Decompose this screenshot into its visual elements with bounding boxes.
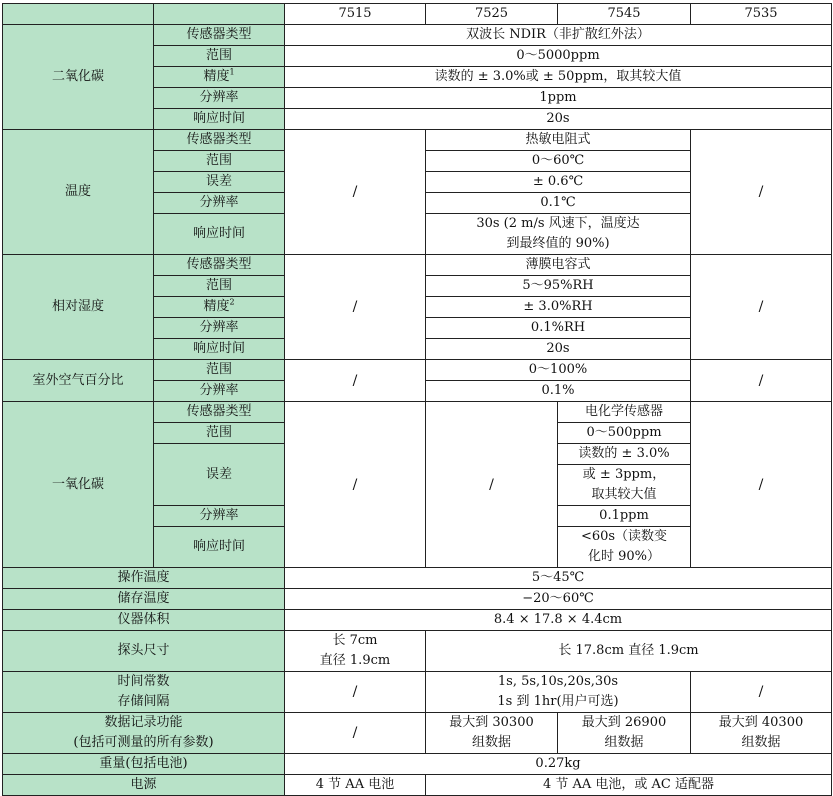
table-row	[3, 130, 832, 151]
label-line: 时间常数	[117, 674, 170, 689]
table-row	[3, 754, 832, 775]
param-label: 传感器类型	[154, 255, 285, 276]
logging-7545-value	[558, 713, 691, 754]
na-cell: /	[285, 255, 426, 360]
operating-temp-label: 操作温度	[3, 568, 285, 589]
param-label: 范围	[154, 423, 285, 444]
na-cell: /	[426, 402, 558, 568]
param-label-text: 精度	[203, 69, 230, 84]
probe-size-others-value: 长 17.8cm 直径 1.9cm	[426, 631, 832, 672]
param-label: 响应时间	[154, 109, 285, 130]
table-row	[3, 25, 832, 46]
header-blank-2	[154, 4, 285, 25]
value-line: 最大到 26900	[581, 715, 667, 730]
co2-range-value: 0～5000ppm	[285, 46, 832, 67]
value-line: 组数据	[741, 735, 781, 750]
storage-temp-value: −20～60℃	[285, 589, 832, 610]
table-row	[3, 255, 832, 276]
power-7515-value: 4 节 AA 电池	[285, 775, 426, 796]
param-label: 范围	[154, 46, 285, 67]
footnote-mark: 2	[229, 297, 235, 307]
logging-7535-value	[691, 713, 832, 754]
value-line: 最大到 30300	[449, 715, 534, 730]
param-label: 范围	[154, 276, 285, 297]
co-error-value-cont	[558, 465, 691, 506]
co2-section-label: 二氧化碳	[3, 25, 154, 130]
value-line: 组数据	[604, 735, 644, 750]
storage-temp-label: 储存温度	[3, 589, 285, 610]
na-cell: /	[285, 360, 426, 402]
table-row	[3, 631, 832, 672]
table-row	[3, 672, 832, 713]
data-logging-label	[3, 713, 285, 754]
na-cell: /	[285, 672, 426, 713]
param-label: 误差	[154, 444, 285, 506]
na-cell: /	[691, 360, 832, 402]
value-line: 长 7cm	[332, 633, 378, 648]
table-row	[3, 402, 832, 423]
value-line: 直径 1.9cm	[319, 653, 391, 668]
rh-sensor-type-value: 薄膜电容式	[426, 255, 691, 276]
value-line: 1s, 5s,10s,20s,30s	[497, 674, 619, 689]
oa-range-value: 0～100%	[426, 360, 691, 381]
na-cell: /	[691, 402, 832, 568]
value-line: 组数据	[471, 735, 511, 750]
rh-resolution-value: 0.1%RH	[426, 318, 691, 339]
param-label: 传感器类型	[154, 130, 285, 151]
co2-resolution-value: 1ppm	[285, 88, 832, 109]
na-cell: /	[691, 130, 832, 255]
co-range-value: 0～500ppm	[558, 423, 691, 444]
temp-range-value: 0～60℃	[426, 151, 691, 172]
outdoor-air-section-label: 室外空气百分比	[3, 360, 154, 402]
param-label: 分辨率	[154, 88, 285, 109]
operating-temp-value: 5～45℃	[285, 568, 832, 589]
table-row	[3, 568, 832, 589]
co-response-value	[558, 527, 691, 568]
co-sensor-type-value: 电化学传感器	[558, 402, 691, 423]
label-line: 数据记录功能	[104, 715, 183, 730]
param-label: 分辨率	[154, 193, 285, 214]
model-7535-header: 7535	[691, 4, 832, 25]
footnote-mark: 1	[229, 67, 235, 77]
co-resolution-value: 0.1ppm	[558, 506, 691, 527]
spec-table	[2, 3, 832, 796]
time-constant-value	[426, 672, 691, 713]
value-line: 30s (2 m/s 风速下，温度达	[476, 216, 640, 231]
value-line: 最大到 40300	[718, 715, 804, 730]
param-label: 响应时间	[154, 339, 285, 360]
param-label	[154, 297, 285, 318]
dimensions-value: 8.4 × 17.8 × 4.4cm	[285, 610, 832, 631]
table-row	[3, 713, 832, 754]
model-7525-header: 7525	[426, 4, 558, 25]
value-line: <60s（读数变	[580, 529, 668, 544]
co2-response-value: 20s	[285, 109, 832, 130]
co-error-value: 读数的 ± 3.0%	[558, 444, 691, 465]
logging-7525-value	[426, 713, 558, 754]
probe-size-7515-value	[285, 631, 426, 672]
oa-resolution-value: 0.1%	[426, 381, 691, 402]
param-label	[154, 67, 285, 88]
rh-range-value: 5～95%RH	[426, 276, 691, 297]
rh-accuracy-value: ± 3.0%RH	[426, 297, 691, 318]
weight-value: 0.27kg	[285, 754, 832, 775]
humidity-section-label: 相对湿度	[3, 255, 154, 360]
param-label: 传感器类型	[154, 25, 285, 46]
param-label: 分辨率	[154, 506, 285, 527]
na-cell: /	[691, 672, 832, 713]
na-cell: /	[285, 713, 426, 754]
value-line: 或 ± 3ppm，	[582, 467, 666, 482]
co2-sensor-type-value: 双波长 NDIR（非扩散红外法）	[285, 25, 832, 46]
temp-error-value: ± 0.6℃	[426, 172, 691, 193]
na-cell: /	[285, 402, 426, 568]
value-line: 到最终值的 90%)	[506, 236, 610, 251]
na-cell: /	[285, 130, 426, 255]
param-label: 传感器类型	[154, 402, 285, 423]
temperature-section-label: 温度	[3, 130, 154, 255]
temp-resolution-value: 0.1℃	[426, 193, 691, 214]
probe-size-label: 探头尺寸	[3, 631, 285, 672]
dimensions-label: 仪器体积	[3, 610, 285, 631]
model-7545-header: 7545	[558, 4, 691, 25]
param-label: 响应时间	[154, 214, 285, 255]
header-row	[3, 4, 832, 25]
param-label: 分辨率	[154, 318, 285, 339]
table-row	[3, 775, 832, 796]
na-cell: /	[691, 255, 832, 360]
weight-label: 重量(包括电池)	[3, 754, 285, 775]
label-line: 存储间隔	[117, 694, 170, 709]
value-line: 1s 到 1hr(用户可选)	[497, 694, 619, 709]
time-constant-label	[3, 672, 285, 713]
header-blank-1	[3, 4, 154, 25]
param-label: 范围	[154, 151, 285, 172]
param-label: 响应时间	[154, 527, 285, 568]
param-label-text: 精度	[203, 299, 230, 314]
model-7515-header: 7515	[285, 4, 426, 25]
power-label: 电源	[3, 775, 285, 796]
value-line: 化时 90%）	[587, 549, 661, 564]
temp-response-value	[426, 214, 691, 255]
param-label: 范围	[154, 360, 285, 381]
co-section-label: 一氧化碳	[3, 402, 154, 568]
rh-response-value: 20s	[426, 339, 691, 360]
table-row	[3, 589, 832, 610]
table-row	[3, 360, 832, 381]
power-others-value: 4 节 AA 电池，或 AC 适配器	[426, 775, 832, 796]
temp-sensor-type-value: 热敏电阻式	[426, 130, 691, 151]
value-line: 取其较大值	[591, 487, 657, 502]
co2-accuracy-value: 读数的 ± 3.0%或 ± 50ppm，取其较大值	[285, 67, 832, 88]
label-line: (包括可测量的所有参数)	[73, 735, 214, 750]
param-label: 分辨率	[154, 381, 285, 402]
param-label: 误差	[154, 172, 285, 193]
table-row	[3, 610, 832, 631]
